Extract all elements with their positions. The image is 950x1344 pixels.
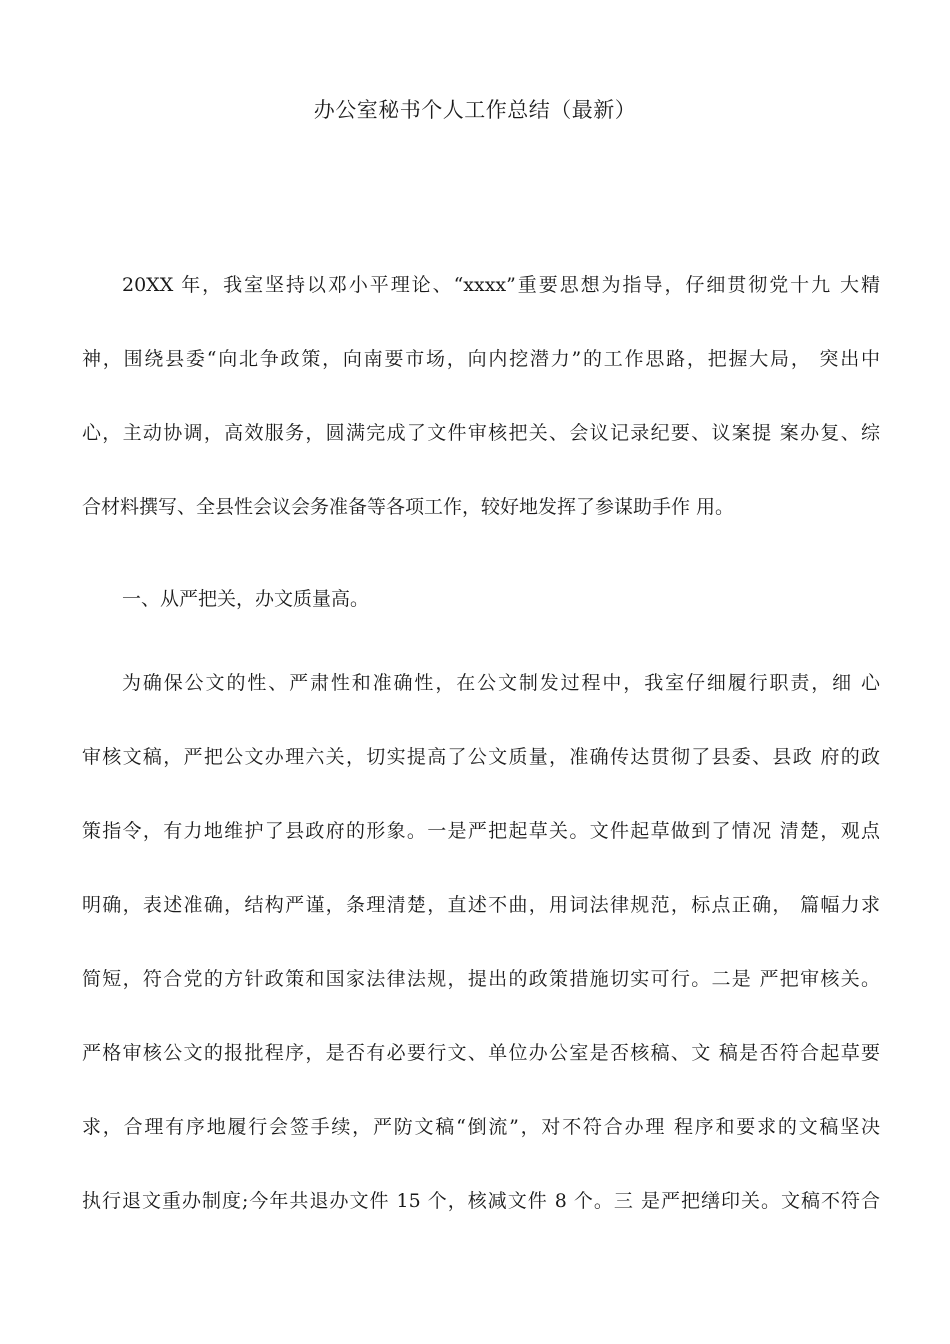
text-line: 20XX 年，我室坚持以邓小平理论、“xxxx”重要思想为指导，仔细贯彻党十九 大精 [122,274,880,296]
text-line: 执行退文重办制度;今年共退办文件 15 个，核减文件 8 个。三 是严把缮印关。文稿不符合 [82,1190,880,1212]
text-line: 神，围绕县委“向北争政策，向南要市场，向内挖潜力”的工作思路，把握大局， 突出中 [82,348,880,370]
text-line: 为确保公文的性、严肃性和准确性，在公文制发过程中，我室仔细履行职责，细 心 [122,672,880,694]
paragraph-intro [82,248,880,544]
text-line: 心，主动协调，高效服务，圆满完成了文件审核把关、会议记录纪要、议案提 案办复、综 [82,422,880,444]
text-line: 求，合理有序地履行会签手续，严防文稿“倒流”，对不符合办理 程序和要求的文稿坚决 [82,1116,880,1138]
text-line: 严格审核公文的报批程序，是否有必要行文、单位办公室是否核稿、文 稿是否符合起草要 [82,1042,880,1064]
text-line: 合材料撰写、全县性会议会务准备等各项工作，较好地发挥了参谋助手作 用。 [82,496,735,518]
text-line: 明确，表述准确，结构严谨，条理清楚，直述不曲，用词法律规范，标点正确， 篇幅力求 [82,894,880,916]
paragraph-body [82,646,880,1238]
text-line: 简短，符合党的方针政策和国家法律法规，提出的政策措施切实可行。二是 严把审核关。 [82,968,880,990]
text-line: 策指令，有力地维护了县政府的形象。一是严把起草关。文件起草做到了情况 清楚，观点 [82,820,880,842]
text-line: 一、从严把关，办文质量高。 [122,588,370,610]
section-heading [82,562,880,636]
document-title: 办公室秘书个人工作总结（最新） [313,98,637,122]
text-line: 审核文稿，严把公文办理六关，切实提高了公文质量，准确传达贯彻了县委、县政 府的政 [82,746,880,768]
